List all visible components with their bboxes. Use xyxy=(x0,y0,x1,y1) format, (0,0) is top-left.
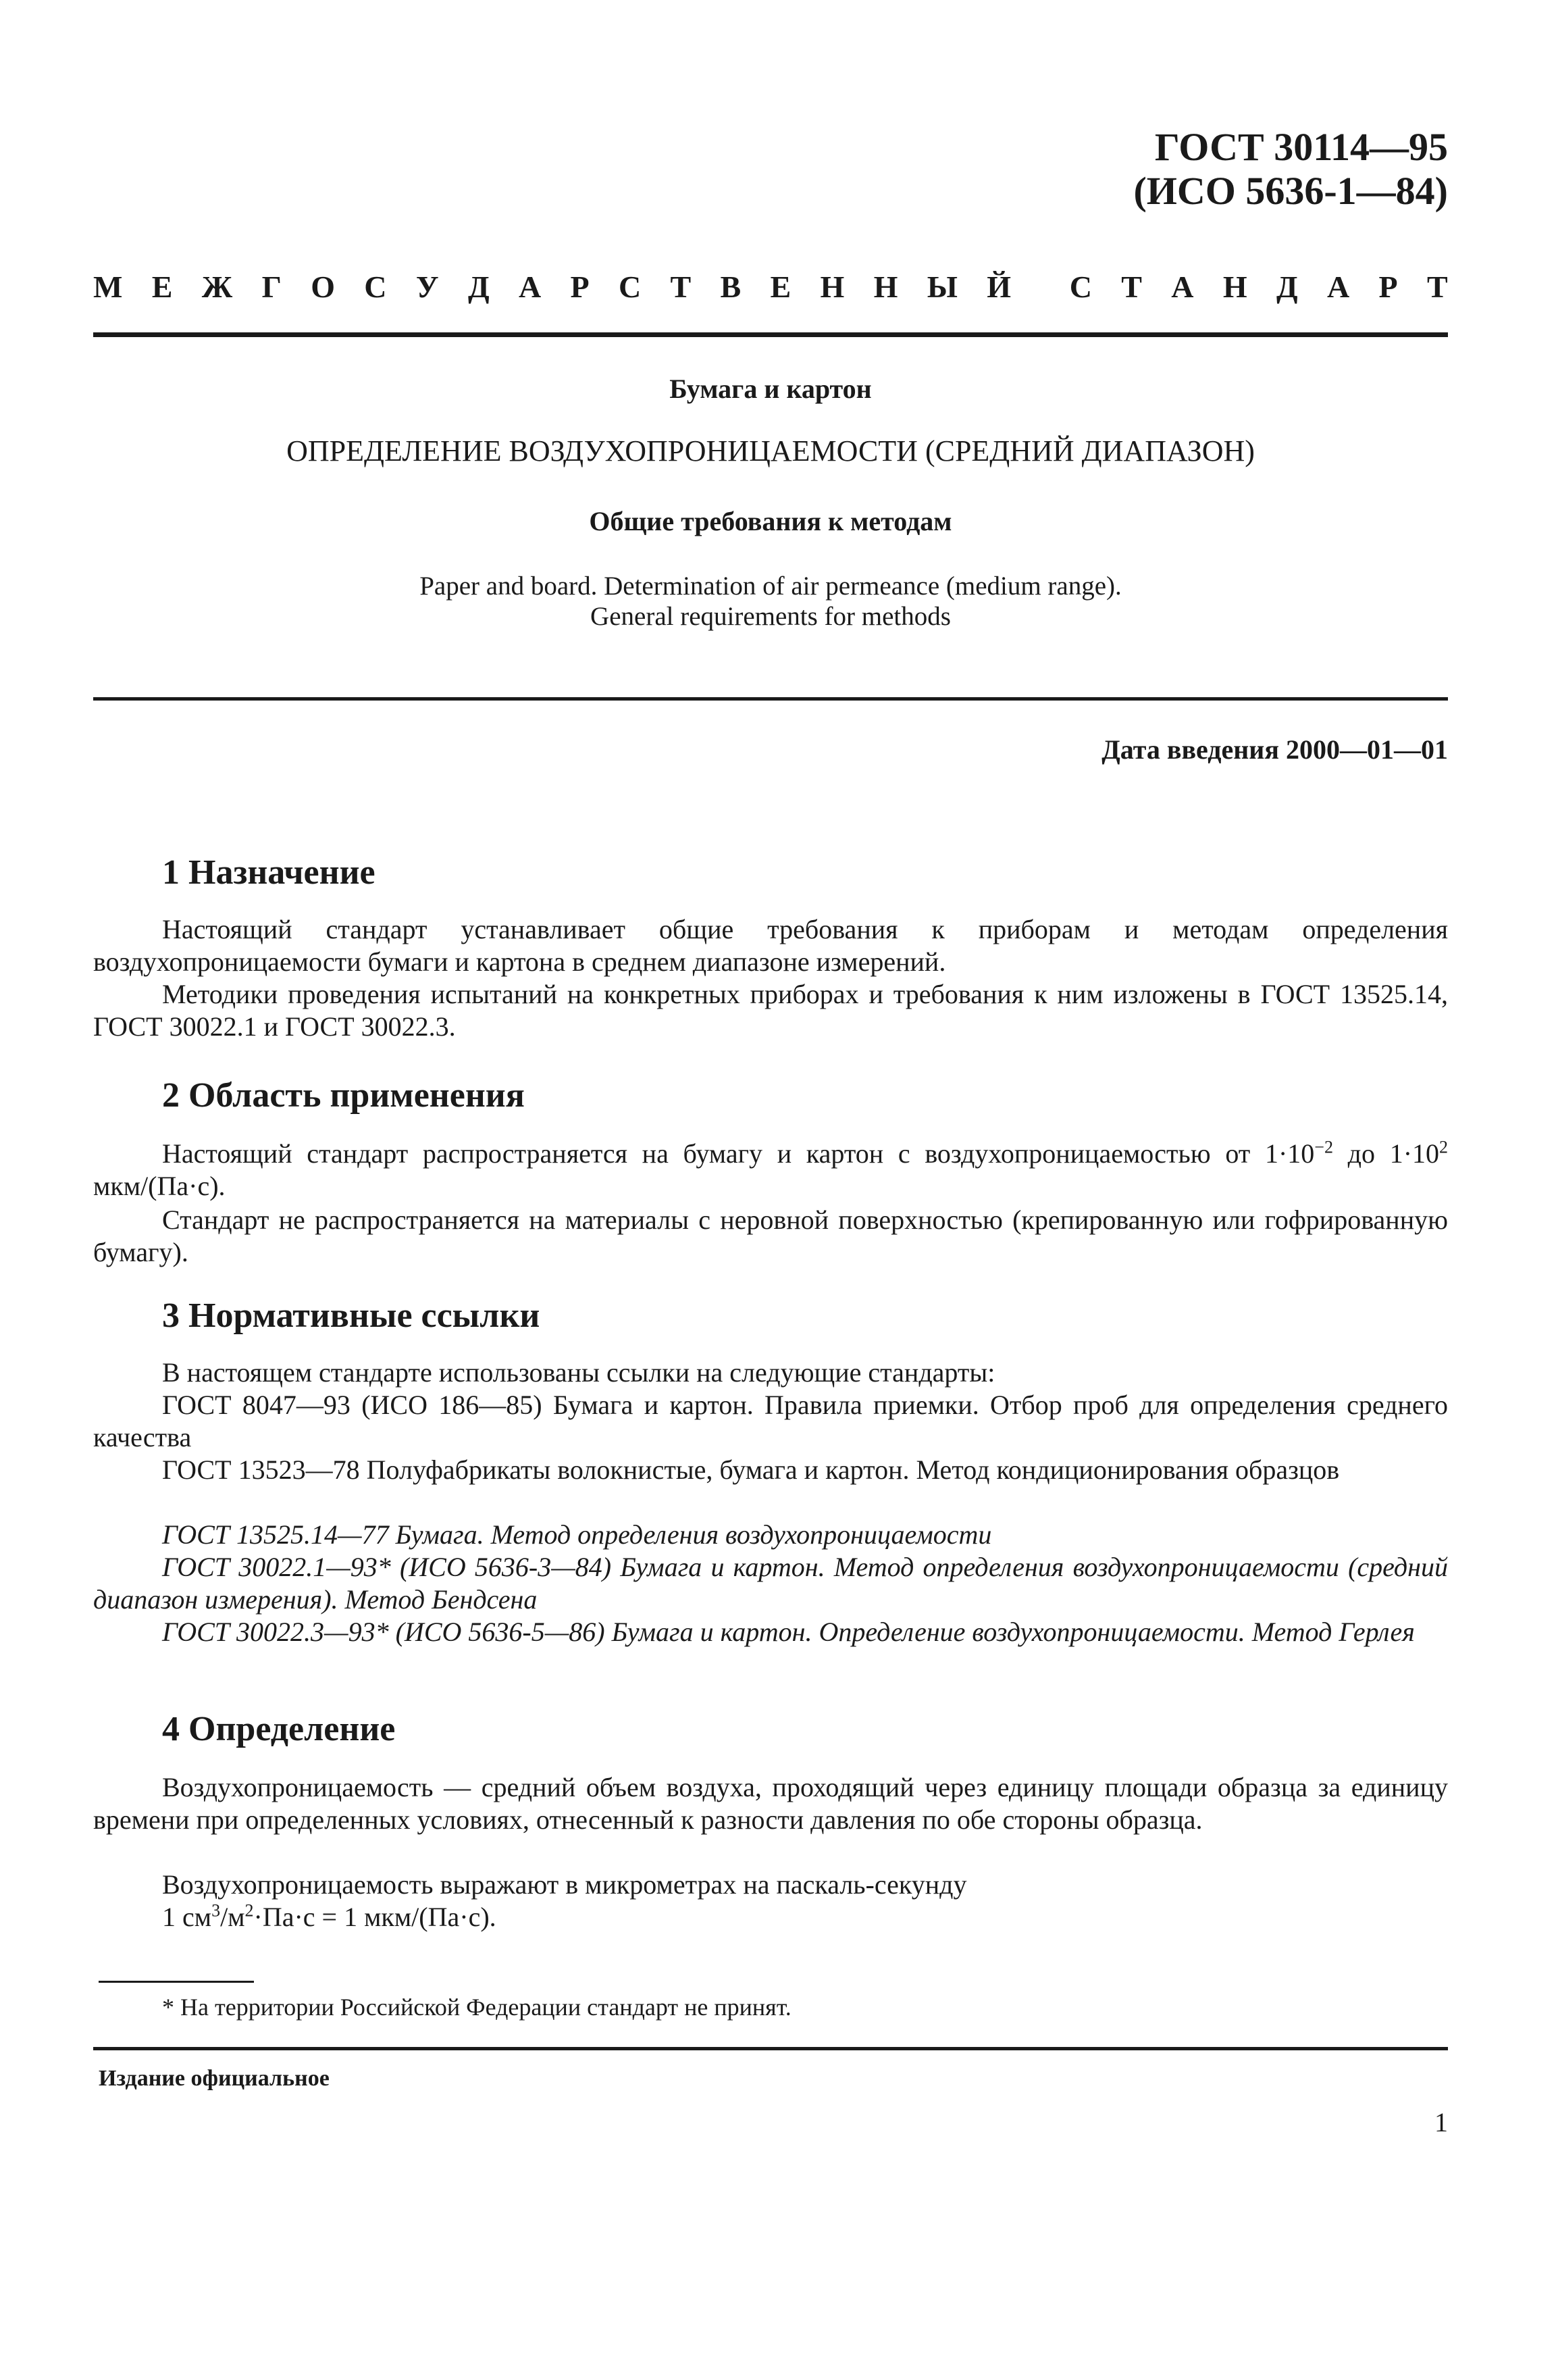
header-rule xyxy=(93,332,1448,337)
section-2-paragraph-2: Стандарт не распространяется на материалы с неровной поверхностью (крепированную или гофрированную бумагу). xyxy=(93,1205,1448,1267)
footnote: * На территории Российской Федерации стандарт не принят. xyxy=(162,1994,792,2021)
edition-label: Издание официальное xyxy=(99,2066,330,2091)
english-title-line1: Paper and board. Determination of air permeance (medium range). xyxy=(419,572,1122,601)
section-2-heading: 2 Область применения xyxy=(162,1076,525,1115)
reference-2: ГОСТ 13523—78 Полуфабрикаты волокнистые, бумага и картон. Метод кондиционирования образцов xyxy=(162,1454,1340,1485)
sub-title: Общие требования к методам xyxy=(589,506,952,536)
section-4-paragraph-2: Воздухопроницаемость выражают в микрометрах на паскаль-секунду xyxy=(162,1869,967,1900)
reference-5: ГОСТ 30022.3—93* (ИСО 5636-5—86) Бумага и картон. Определение воздухопроницаемости. Метод Герлея xyxy=(162,1617,1415,1647)
section-3-heading: 3 Нормативные ссылки xyxy=(162,1296,540,1335)
reference-4: ГОСТ 30022.1—93* (ИСО 5636-3—84) Бумага и картон. Метод определения воздухопроницаемости (средний диапазон измерения). Метод Бендсена xyxy=(93,1552,1448,1615)
standard-number: ГОСТ 30114—95 xyxy=(1154,125,1448,169)
section-1-paragraph-2: Методики проведения испытаний на конкретных приборах и требования к ним изложены в ГОСТ 13525.14, ГОСТ 30022.1 и ГОСТ 30022.3. xyxy=(93,979,1448,1042)
standard-category: М Е Ж Г О С У Д А Р С Т В Е Н Н Ы Й С Т А Н Д А Р Т xyxy=(93,270,1448,304)
main-title: ОПРЕДЕЛЕНИЕ ВОЗДУХОПРОНИЦАЕМОСТИ (СРЕДНИЙ ДИАПАЗОН) xyxy=(286,434,1255,467)
reference-3: ГОСТ 13525.14—77 Бумага. Метод определения воздухопроницаемости xyxy=(162,1519,992,1550)
english-title-line2: General requirements for methods xyxy=(590,602,951,631)
section-3-intro: В настоящем стандарте использованы ссылки на следующие стандарты: xyxy=(162,1357,995,1388)
iso-number: (ИСО 5636-1—84) xyxy=(1133,169,1448,213)
section-4-heading: 4 Определение xyxy=(162,1710,396,1748)
subject-title: Бумага и картон xyxy=(669,374,872,404)
section-1-heading: 1 Назначение xyxy=(162,853,375,892)
reference-1: ГОСТ 8047—93 (ИСО 186—85) Бумага и картон. Правила приемки. Отбор проб для определения среднего качества xyxy=(93,1390,1448,1452)
section-2-paragraph-1: Настоящий стандарт распространяется на бумагу и картон с воздухопроницаемостью от $1\cdot 10^{-2}$ до $1\cdot 10^2$ мкм/(Па·с). xyxy=(93,1137,1449,1201)
title-rule xyxy=(93,697,1448,701)
footnote-separator xyxy=(99,1981,254,1983)
footer-rule xyxy=(93,2047,1448,2050)
section-4-paragraph-1: Воздухопроницаемость — средний объем воздуха, проходящий через единицу площади образца за единицу времени при определенных условиях, отнесенный к разности давления по обе стороны образца. xyxy=(93,1772,1448,1835)
introduction-date: Дата введения 2000—01—01 xyxy=(1101,734,1448,765)
page-number: 1 xyxy=(1434,2107,1448,2137)
section-1-paragraph-1: Настоящий стандарт устанавливает общие требования к приборам и методам определения воздухопроницаемости бумаги и картона в среднем диапазоне измерений. xyxy=(93,914,1448,977)
section-4-formula: 1 $см^3/м^2\cdot Па\cdot с = 1$ мкм/(Па·с). xyxy=(162,1900,496,1932)
